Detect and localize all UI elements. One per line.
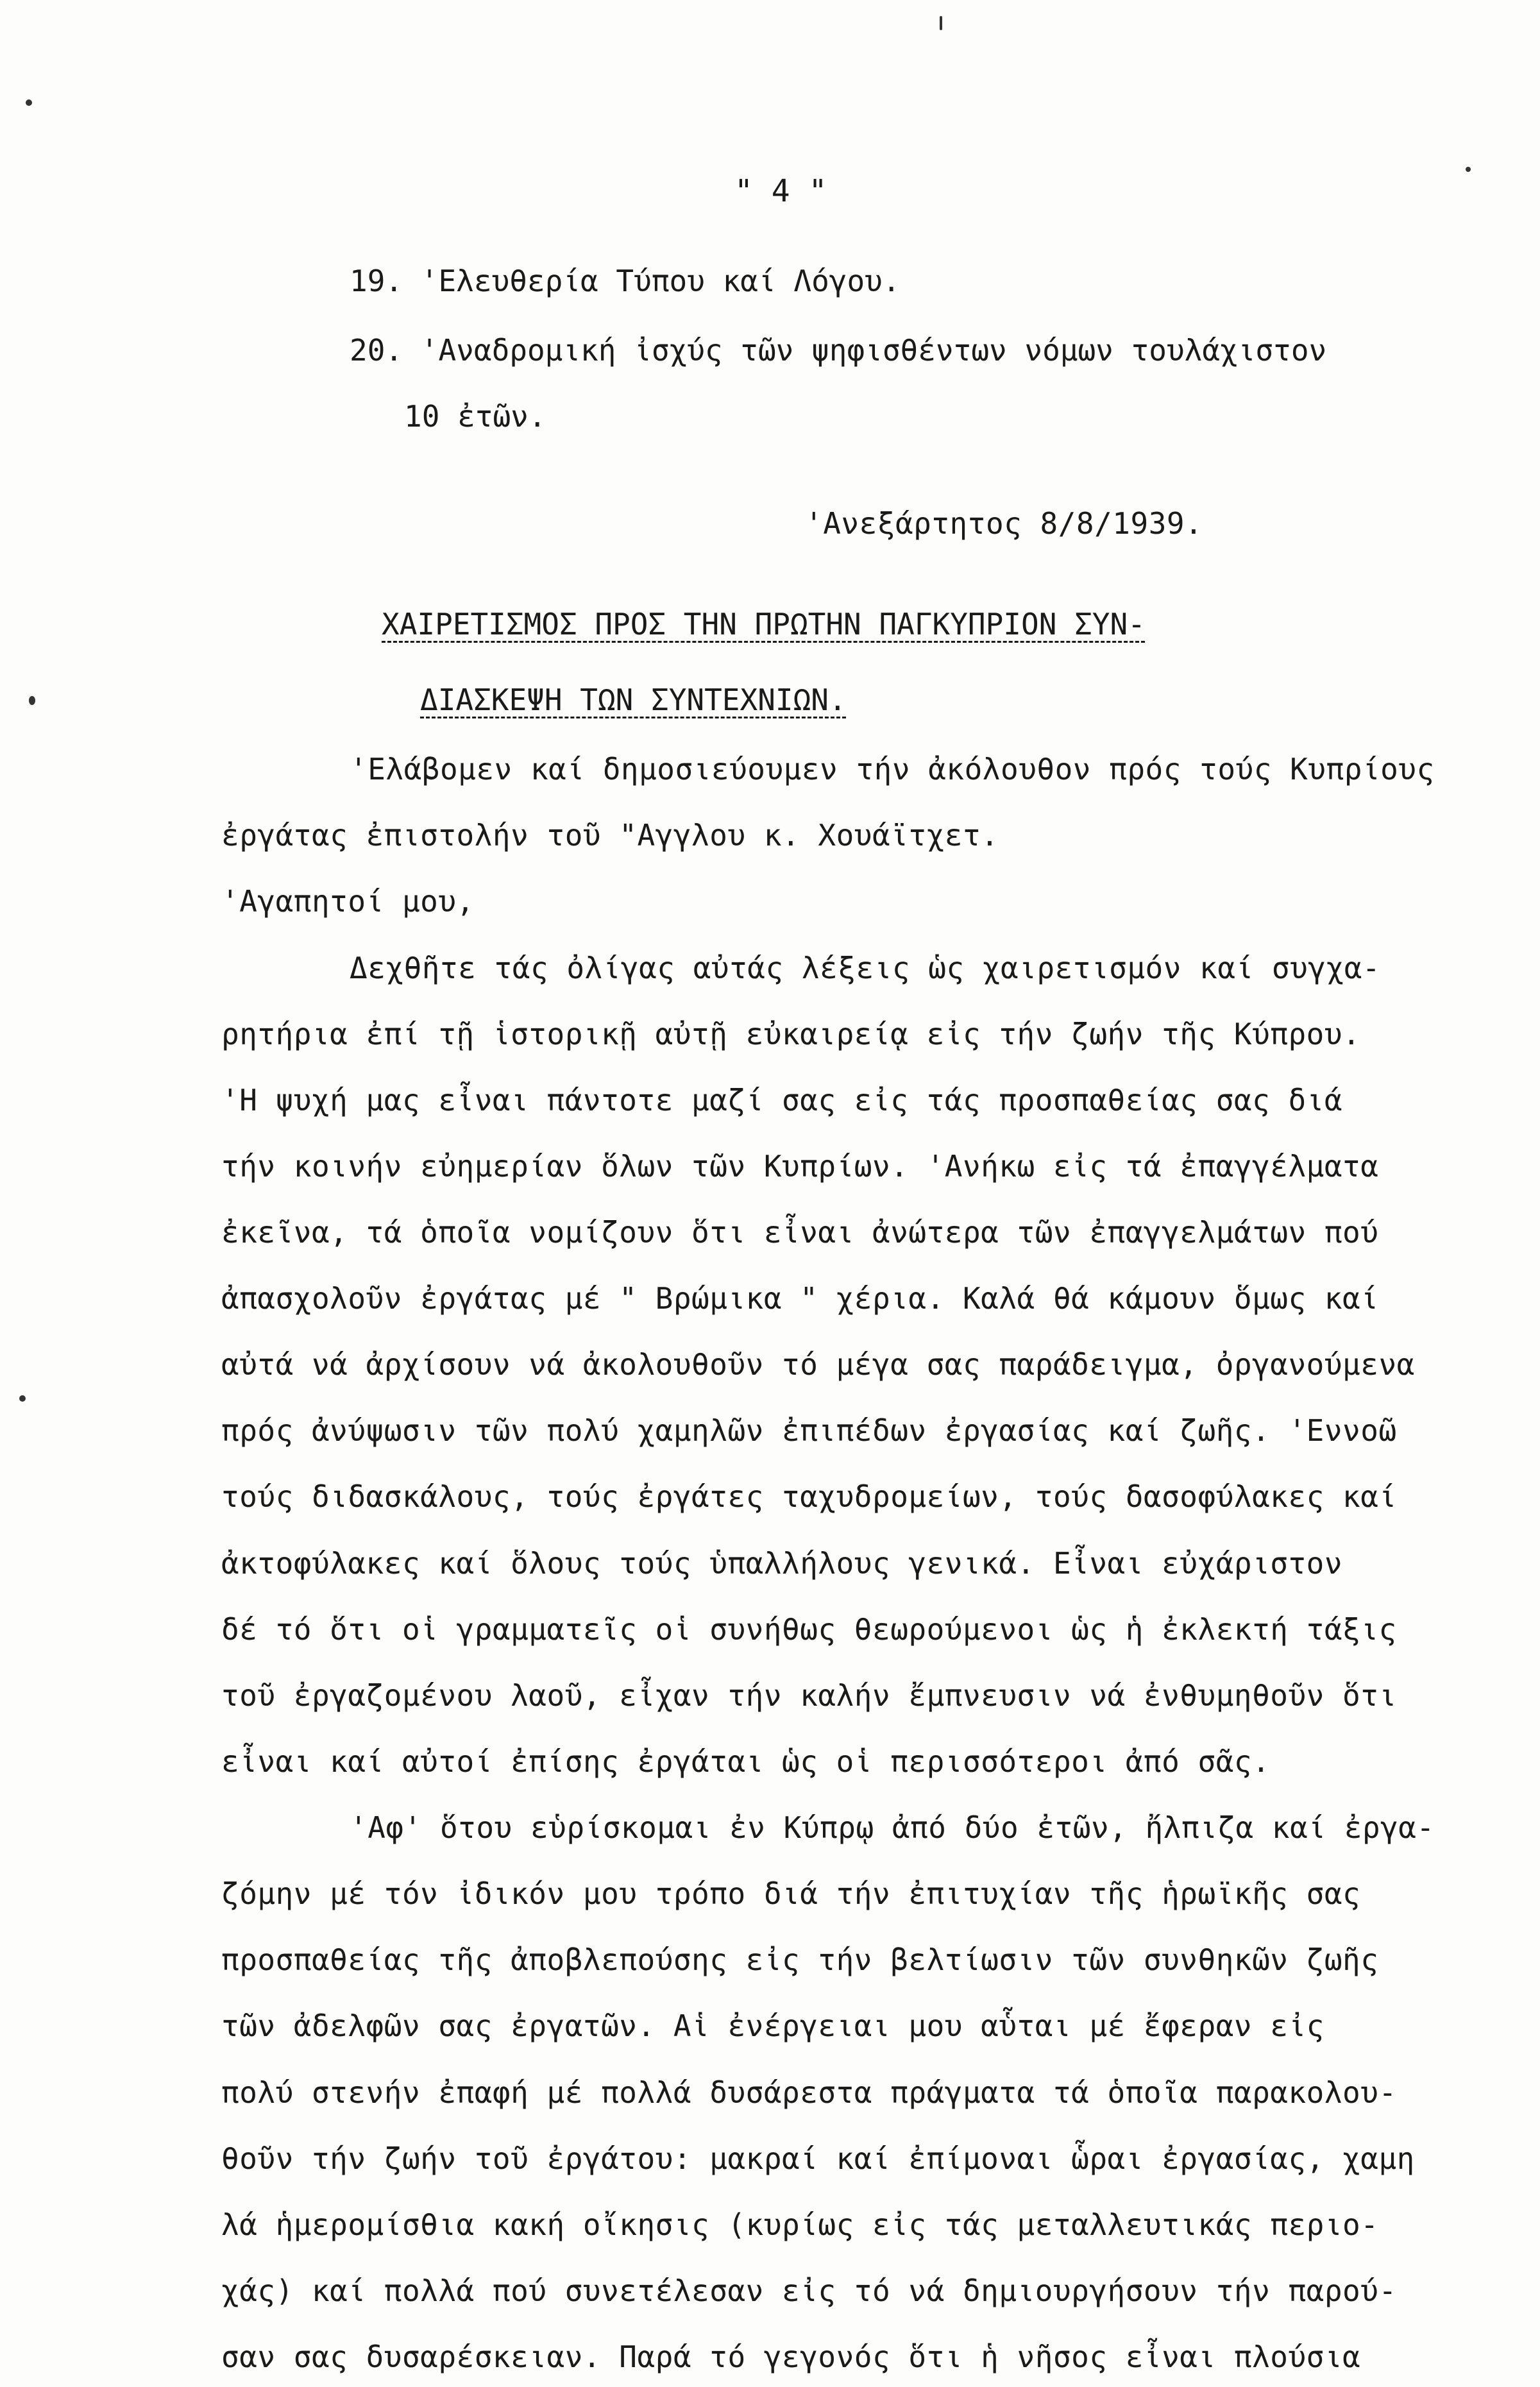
body-line-11: πρός ἀνύψωσιν τῶν πολύ χαμηλῶν ἐπιπέδων ἐργασίας καί ζωῆς. 'Εννοῶ [221,1413,1397,1448]
list-text: 10 ἐτῶν. [404,399,546,434]
body-line-25: σαν σας δυσαρέσκειαν. Παρά τό γεγονός ὅτι ἡ νῆσος εἶναι πλούσια [221,2340,1361,2374]
body-line-1: 'Ελάβομεν καί δημοσιεύουμεν τήν ἀκόλουθον πρός τούς Κυπρίους [350,752,1435,787]
body-line-17: 'Αφ' ὅτου εὑρίσκομαι ἐν Κύπρῳ ἀπό δύο ἐτῶν, ἤλπιζα καί ἐργα- [350,1810,1435,1845]
body-line-23: λά ἡμερομίσθια κακή οἴκησις (κυρίως εἰς τάς μεταλλευτικάς περιο- [221,2207,1379,2242]
body-line-2: ἐργάτας ἐπιστολήν τοῦ "Αγγλου κ. Χουάϊτχετ. [221,818,999,853]
body-line-22: θοῦν τήν ζωήν τοῦ ἐργάτου: μακραί καί ἐπίμοναι ὧραι ἐργασίας, χαμη [221,2141,1415,2176]
body-line-6: 'Η ψυχή μας εἶναι πάντοτε μαζί σας εἰς τάς προσπαθείας σας διά [221,1082,1343,1117]
scan-speck [940,16,942,30]
list-number: 19. [350,264,403,298]
body-line-12: τούς διδασκάλους, τούς ἐργάτες ταχυδρομείων, τούς δασοφύλακες καί [221,1479,1397,1515]
body-line-13: ἀκτοφύλακες καί ὅλους τούς ὑπαλλήλους γενικά. Εἶναι εὐχάριστον [221,1545,1343,1581]
page-number: " 4 " [734,173,827,209]
body-line-19: προσπαθείας τῆς ἀποβλεπούσης εἰς τήν βελτίωσιν τῶν συνθηκῶν ζωῆς [221,1942,1379,1978]
body-line-9: ἀπασχολοῦν ἐργάτας μέ " Βρώμικα " χέρια. Καλά θά κάμουν ὅμως καί [221,1281,1379,1316]
scan-speck [29,696,35,705]
salutation: 'Αγαπητοί μου, [221,884,475,919]
body-line-16: εἶναι καί αὐτοί ἐπίσης ἐργάται ὡς οἱ περισσότεροι ἀπό σᾶς. [221,1744,1271,1779]
heading-line-2: ΔΙΑΣΚΕΨΗ ΤΩΝ ΣΥΝΤΕΧΝΙΩΝ. [420,683,847,718]
list-item-20 [350,332,1326,368]
scan-speck [1466,167,1471,172]
heading-line-1: ΧΑΙΡΕΤΙΣΜΟΣ ΠΡΟΣ ΤΗΝ ΠΡΩΤΗΝ ΠΑΓΚΥΠΡΙΟΝ ΣΥΝ- [382,607,1146,642]
signature-date: 'Ανεξάρτητος 8/8/1939. [805,506,1203,541]
body-line-21: πολύ στενήν ἐπαφή μέ πολλά δυσάρεστα πράγματα τά ὁποῖα παρακολου- [221,2075,1397,2110]
body-line-20: τῶν ἀδελφῶν σας ἐργατῶν. Αἱ ἐνέργειαι μου αὗται μέ ἔφεραν εἰς [221,2009,1324,2044]
body-line-8: ἐκεῖνα, τά ὁποῖα νομίζουν ὅτι εἶναι ἀνώτερα τῶν ἐπαγγελμάτων πού [221,1215,1379,1250]
list-text: 'Ελευθερία Τύπου καί Λόγου. [420,264,901,298]
list-number: 20. [350,333,403,368]
list-item-19 [350,263,901,299]
body-line-5: ρητήρια ἐπί τῇ ἱστορικῇ αὐτῇ εὐκαιρείᾳ εἰς τήν ζωήν τῆς Κύπρου. [221,1016,1361,1051]
body-line-15: τοῦ ἐργαζομένου λαοῦ, εἶχαν τήν καλήν ἔμπνευσιν νά ἐνθυμηθοῦν ὅτι [221,1678,1397,1713]
scan-speck [26,99,32,106]
body-line-7: τήν κοινήν εὐημερίαν ὅλων τῶν Κυπρίων. 'Ανήκω εἰς τά ἐπαγγέλματα [221,1148,1379,1184]
body-line-10: αὐτά νά ἀρχίσουν νά ἀκολουθοῦν τό μέγα σας παράδειγμα, ὀργανούμενα [221,1347,1415,1382]
body-line-4: Δεχθῆτε τάς ὀλίγας αὐτάς λέξεις ὡς χαιρετισμόν καί συγχα- [350,950,1381,985]
scan-speck [19,1395,26,1402]
list-item-20-continued [404,398,546,434]
list-text: 'Αναδρομική ἰσχύς τῶν ψηφισθέντων νόμων τουλάχιστον [420,333,1327,368]
body-line-18: ζόμην μέ τόν ἰδικόν μου τρόπο διά τήν ἐπιτυχίαν τῆς ἡρωϊκῆς σας [221,1876,1361,1912]
body-line-14: δέ τό ὅτι οἱ γραμματεῖς οἱ συνήθως θεωρούμενοι ὡς ἡ ἐκλεκτή τάξις [221,1611,1397,1647]
body-line-24: χάς) καί πολλά πού συνετέλεσαν εἰς τό νά δημιουργήσουν τήν παρού- [221,2273,1397,2308]
